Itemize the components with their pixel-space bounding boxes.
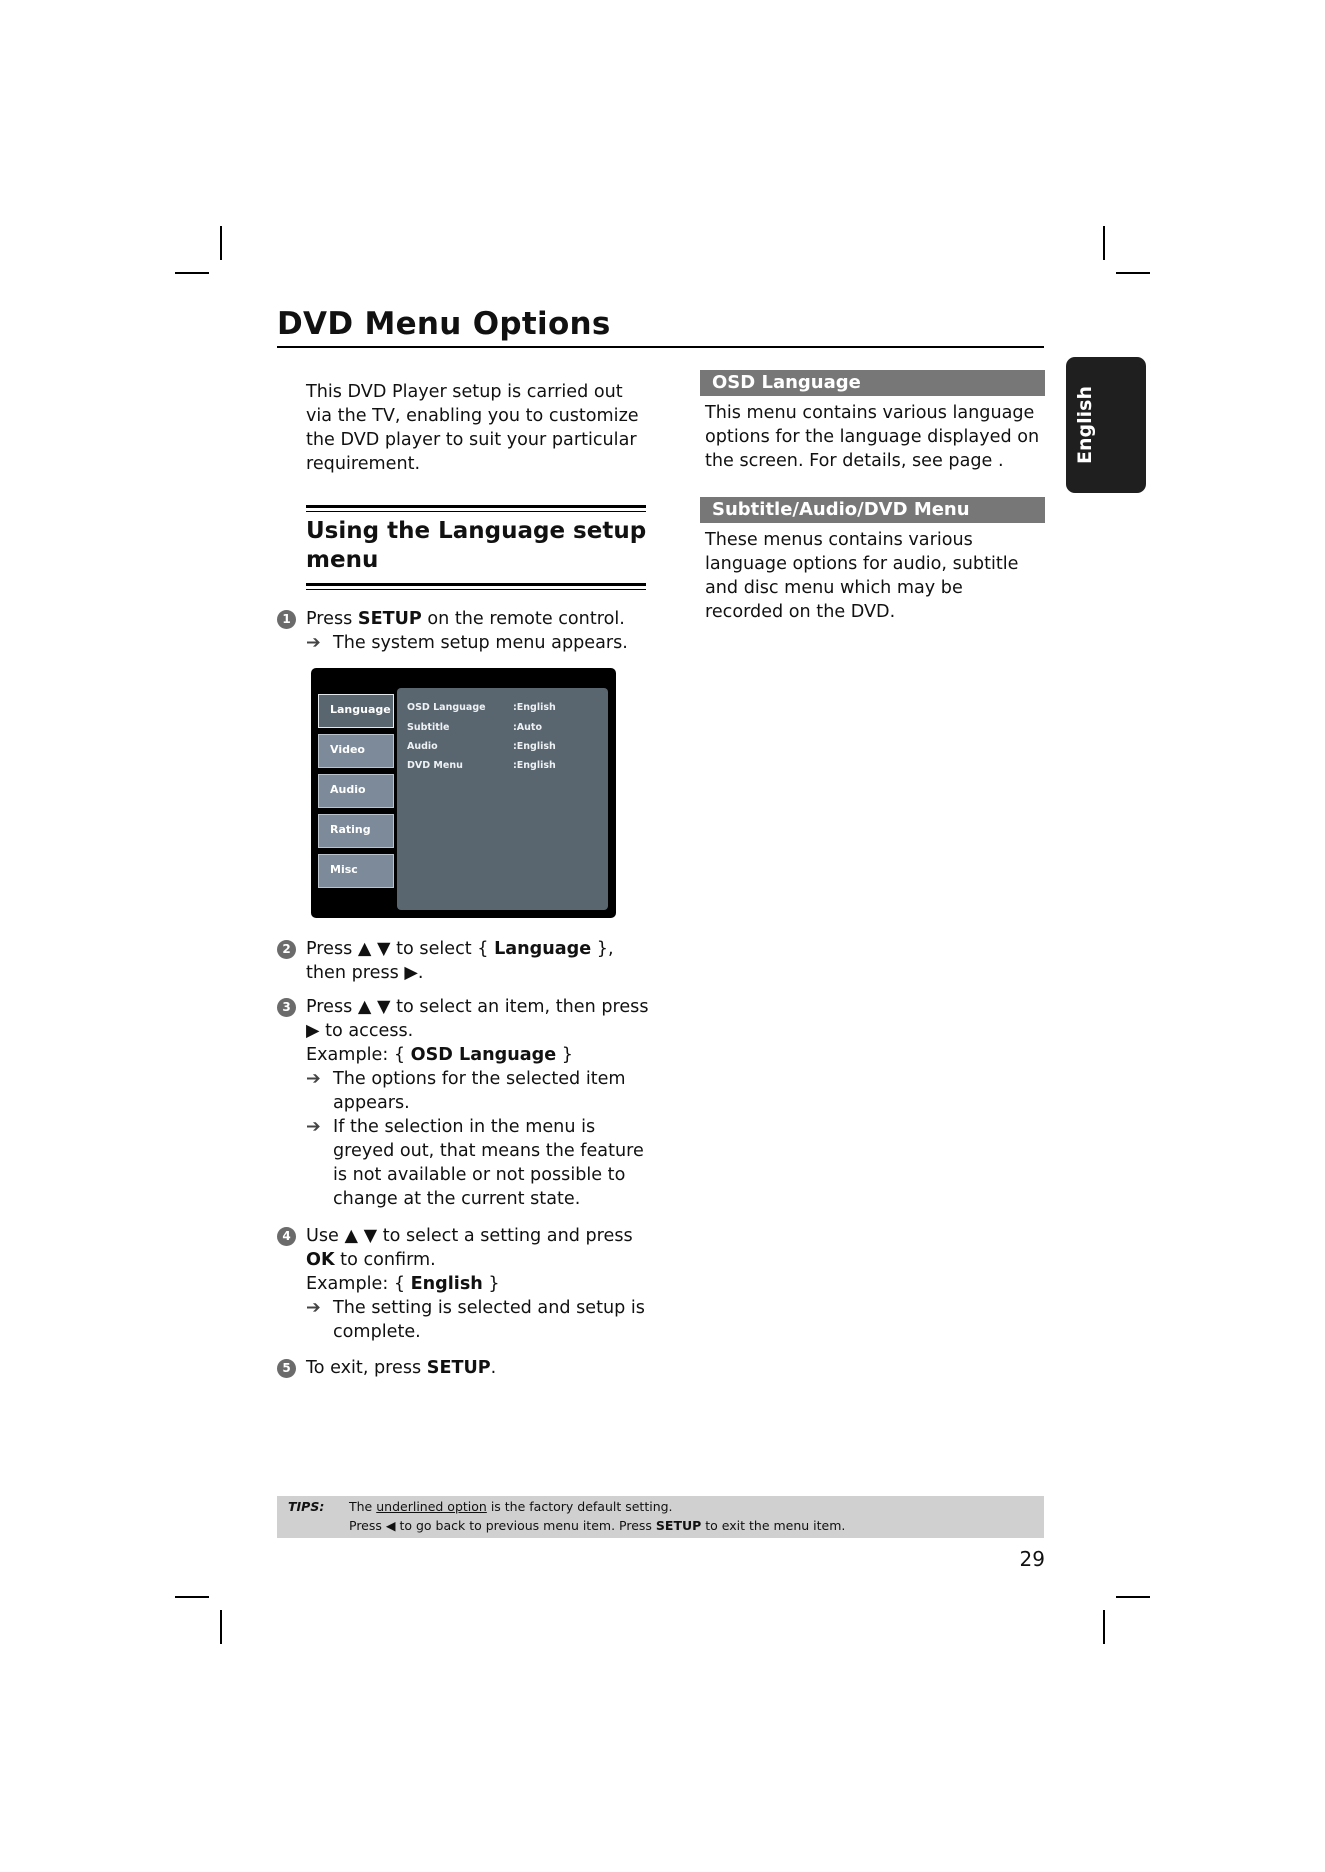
menu-tab-misc: Misc [318,854,394,888]
crop-mark [1103,1610,1105,1644]
crop-mark [1116,272,1150,274]
step-1: 1 Press SETUP on the remote control. ➔ The system setup menu appears. [277,607,657,655]
step-number: 3 [277,998,296,1017]
menu-item-value: :Auto [513,722,542,733]
tips-label: TIPS: [288,1499,325,1514]
intro-paragraph: This DVD Player setup is carried out via the TV, enabling you to customize the DVD player to suit your particular requirement. [306,382,639,474]
section-heading-subtitle-audio-dvd: Subtitle/Audio/DVD Menu [700,497,1045,523]
menu-item-label: DVD Menu [407,760,463,771]
arrow-right-icon: ➔ [306,633,321,653]
step-number: 5 [277,1359,296,1378]
arrow-right-icon: ➔ [306,1117,321,1137]
setup-menu-screenshot [311,668,616,918]
menu-tab-video: Video [318,734,394,768]
arrow-right-icon: ➔ [306,1298,321,1318]
menu-item-label: OSD Language [407,702,486,713]
step-number: 4 [277,1227,296,1246]
menu-tab-rating: Rating [318,814,394,848]
crop-mark [175,1596,209,1598]
subheading-rule-bottom [306,583,646,590]
tips-box [277,1496,1044,1538]
menu-item-label: Subtitle [407,722,450,733]
step-number: 1 [277,610,296,629]
crop-mark [175,272,209,274]
crop-mark [1103,226,1105,260]
section-heading-osd-language: OSD Language [700,370,1045,396]
page-title: DVD Menu Options [277,306,611,342]
page-number: 29 [1019,1547,1045,1571]
step-5: 5 To exit, press SETUP. [277,1356,657,1380]
section-heading: Using the Language setup menu [306,518,647,573]
step-number: 2 [277,940,296,959]
tips-line-1: The underlined option is the factory default setting. [349,1499,673,1514]
menu-item-value: :English [513,741,556,752]
menu-item-value: :English [513,760,556,771]
tips-line-2: Press ◀ to go back to previous menu item. Press SETUP to exit the menu item. [349,1518,846,1533]
side-tab-label: English [1074,386,1096,464]
menu-tab-language: Language [318,694,394,728]
arrow-right-icon: ➔ [306,1069,321,1089]
menu-item-value: :English [513,702,556,713]
menu-item-label: Audio [407,741,438,752]
step-2: 2 Press ▲ ▼ to select { Language }, then press ▶. [277,937,657,985]
crop-mark [1116,1596,1150,1598]
language-side-tab [1066,357,1146,493]
crop-mark [220,1610,222,1644]
menu-tab-audio: Audio [318,774,394,808]
subheading-rule-top [306,505,646,512]
crop-mark [220,226,222,260]
section-text-osd-language: This menu contains various language options for the language displayed on the screen. For details, see page . [705,403,1040,471]
title-rule [277,346,1044,348]
step-3: 3 Press ▲ ▼ to select an item, then press ▶ to access. Example: { OSD Language } ➔ The options for the selected item appears. ➔ If the selection in the menu is greyed out, that means the feature is not available or not possible to change at the current state. [277,995,657,1211]
menu-options-panel [397,688,608,910]
step-4: 4 Use ▲ ▼ to select a setting and press OK to confirm. Example: { English } ➔ The setting is selected and setup is complete. [277,1224,657,1344]
section-text-subtitle-audio-dvd: These menus contains various language options for audio, subtitle and disc menu which may be recorded on the DVD. [705,530,1019,622]
